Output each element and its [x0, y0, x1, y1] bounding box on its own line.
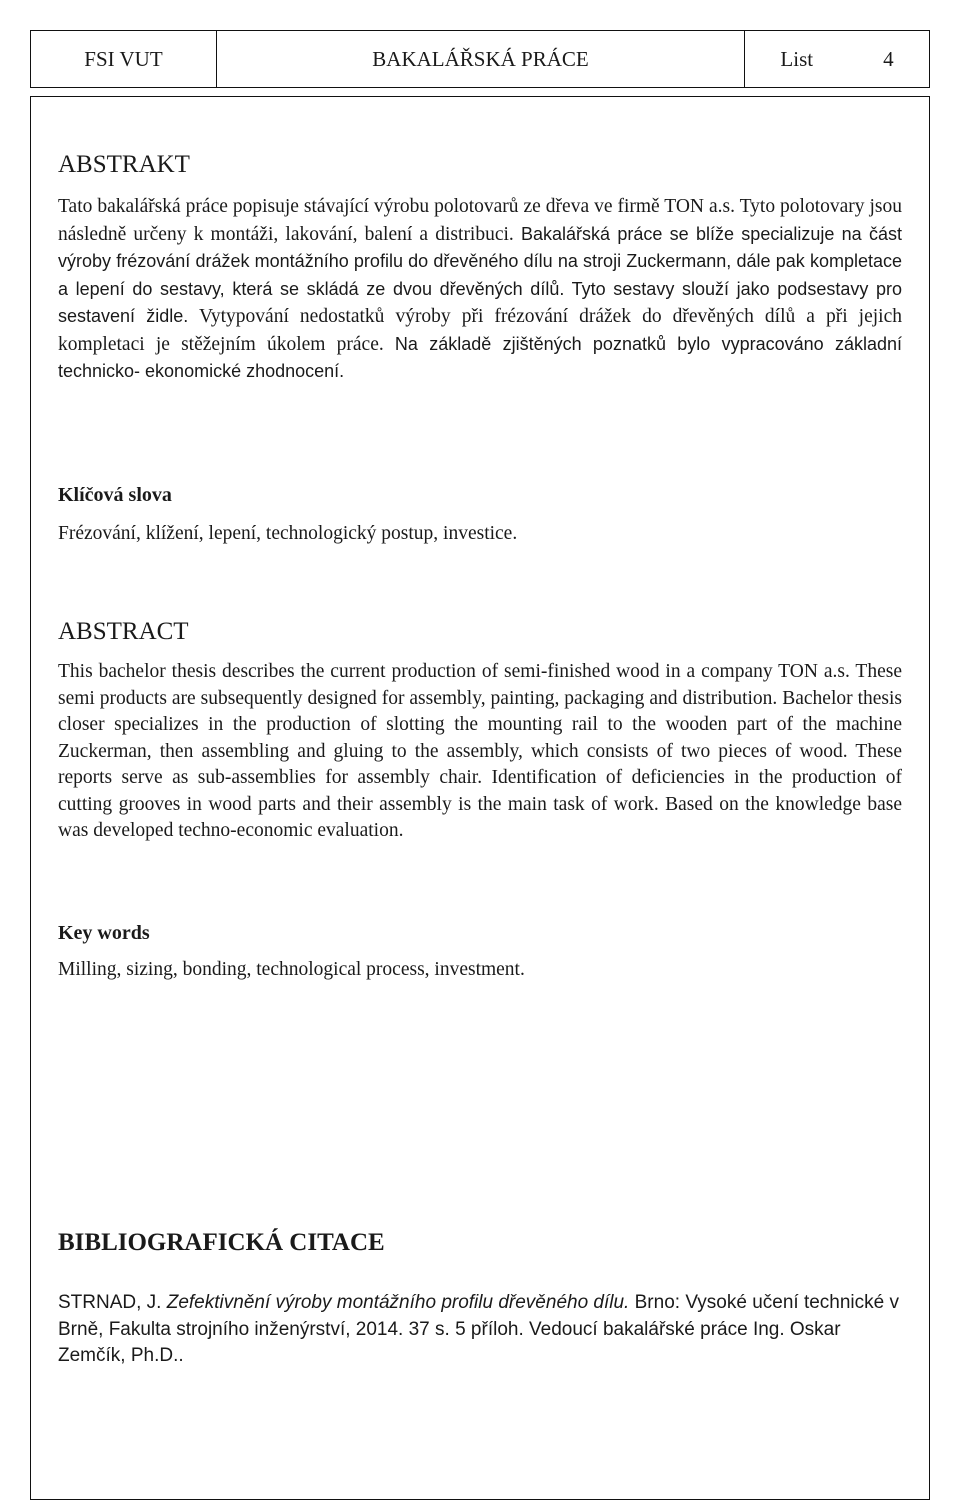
abstrakt-text-part-3: Vytypování nedostatků výroby při frézování drážek do dřevěných dílů a při jejich kompletaci je stěžejním úkolem práce.	[58, 306, 902, 355]
citace-heading: BIBLIOGRAFICKÁ CITACE	[58, 1229, 385, 1256]
abstract-text: This bachelor thesis describes the current production of semi-finished wood in a company TON a.s. These semi products are subsequently designed for assembly, painting, packaging and distribution. Bachelor thesis closer specializes in the production of slotting the mounting rail to the wooden part of the machine Zuckerman, then assembling and gluing to the assembly, which consists of two pieces of wood. These reports serve as sub-assemblies for assembly chair. Identification of deficiencies in the production of cutting grooves in wood parts and their assembly is the main task of work. Based on the knowledge base was developed techno-economic evaluation.	[58, 661, 902, 841]
abstrakt-text-part-4: Na základě zjištěných poznatků bylo vypracováno základní technicko- ekonomické zhodnocení.	[58, 333, 903, 381]
abstract-heading: ABSTRACT	[58, 618, 189, 645]
header-page-number: 4	[883, 46, 894, 71]
header-list-label: List	[780, 46, 814, 71]
citace-details: Brno: Vysoké učení technické v Brně, Fakulta strojního inženýrství, 2014. 37 s. 5 příloh. Vedoucí bakalářské práce Ing. Oskar Zemčík, Ph.D..	[58, 1292, 900, 1366]
citace-author: STRNAD, J.	[58, 1292, 162, 1313]
citace-text	[58, 1290, 902, 1370]
abstrakt-heading: ABSTRAKT	[58, 151, 190, 178]
page-header	[30, 30, 930, 88]
header-doc-type: BAKALÁŘSKÁ PRÁCE	[217, 31, 745, 87]
klicova-slova-text: Frézování, klížení, lepení, technologický postup, investice.	[58, 523, 518, 544]
abstrakt-text	[58, 194, 902, 386]
klicova-slova-heading: Klíčová slova	[58, 484, 172, 506]
header-institution: FSI VUT	[31, 31, 217, 87]
key-words-heading: Key words	[58, 922, 150, 944]
abstrakt-text-part-1: Tato bakalářská práce popisuje stávající výrobu polotovarů ze dřeva ve firmě TON a.s. Tyto polotovary jsou následně určeny k montáži, lakování, balení a distribuci.	[58, 196, 902, 245]
header-page-cell	[745, 31, 929, 87]
abstrakt-text-part-2: Bakalářská práce se blíže specializuje na část výroby frézování drážek montážního profilu do dřevěného dílu na stroji Zuckermann, dále pak kompletace a lepení do sestavy, která se skládá ze dvou dřevěných dílů. Tyto sestavy slouží jako podsestavy pro sestavení židle.	[58, 223, 902, 326]
key-words-text: Milling, sizing, bonding, technological process, investment.	[58, 959, 525, 980]
citace-work-title: Zefektivnění výroby montážního profilu dřevěného dílu.	[166, 1292, 630, 1313]
